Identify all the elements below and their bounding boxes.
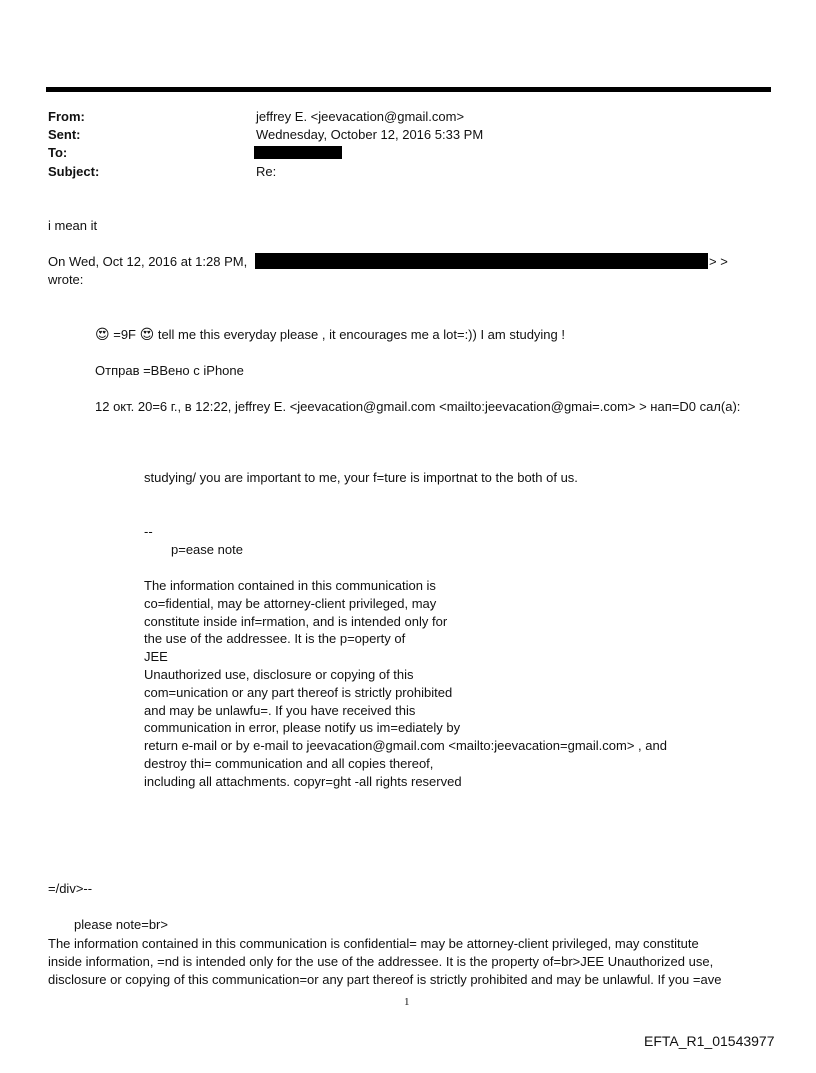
disclaimer-line: the use of the addressee. It is the p=operty of [144, 631, 406, 647]
disclaimer-line: communication in error, please notify us im=ediately by [144, 720, 461, 736]
disclaimer-line: co=fidential, may be attorney-client privileged, may [144, 595, 437, 611]
final-disclaimer-line: disclosure or copying of this communication=or any part thereof is strictly prohibited and may be unlawful. If you =ave [48, 971, 722, 987]
attribution-end: > > [709, 254, 728, 269]
sent-value: Wednesday, October 12, 2016 5:33 PM [256, 127, 484, 142]
quote2-note: p=ease note [171, 542, 243, 557]
final-disclaimer-line: inside information, =nd is intended only for the use of the addressee. It is the property of=br>JEE Unauthorized use, [48, 953, 714, 969]
page-number: 1 [404, 996, 410, 1008]
subject-label: Subject: [48, 164, 100, 179]
disclaimer-line: com=unication or any part thereof is strictly prohibited [144, 684, 453, 700]
subject-value: Re: [256, 164, 277, 179]
to-label: To: [48, 145, 68, 160]
quote2-disclaimer [144, 577, 667, 791]
header-rule [46, 87, 771, 92]
div-close-text: =/div>-- [48, 881, 93, 896]
attribution-wrote: wrote: [48, 272, 84, 287]
quote1-line1 [95, 327, 565, 343]
attribution-start: On Wed, Oct 12, 2016 at 1:28 PM, [48, 254, 248, 269]
reply-text: i mean it [48, 218, 98, 233]
smiling-face-heart-eyes-icon: 😍 [139, 327, 155, 343]
from-value: jeffrey E. <jeevacation@gmail.com> [256, 109, 465, 124]
final-disclaimer-line: The information contained in this communication is confidential= may be attorney-client privileged, may constitute [48, 936, 699, 951]
quote1-line3: 12 окт. 20=6 г., в 12:22, jeffrey E. <jeevacation@gmail.com <mailto:jeevacation@gmai=.com> > нап=D0 сал(а): [95, 399, 741, 414]
sent-label: Sent: [48, 127, 81, 142]
final-disclaimer [48, 935, 721, 988]
quote1-line2: Отправ =ВВено с iPhone [95, 363, 244, 378]
sender-redaction [255, 253, 708, 269]
disclaimer-line: destroy thi= communication and all copies thereof, [144, 755, 434, 771]
disclaimer-line: return e-mail or by e-mail to jeevacation@gmail.com <mailto:jeevacation=gmail.com> , and [144, 738, 667, 754]
disclaimer-line: Unauthorized use, disclosure or copying of this [144, 666, 414, 682]
quote2-dashes: -- [144, 524, 153, 539]
disclaimer-line: and may be unlawfu=. If you have received this [144, 702, 416, 718]
from-label: From: [48, 109, 85, 124]
disclaimer-line: JEE [144, 649, 168, 665]
document-id: EFTA_R1_01543977 [644, 1033, 775, 1049]
quote2-line1: studying/ you are important to me, your f=ture is importnat to the both of us. [144, 470, 578, 485]
to-redaction [254, 146, 342, 159]
quote1-line1-rest: tell me this everyday please , it encourages me a lot=:)) I am studying ! [154, 327, 565, 342]
disclaimer-line: constitute inside inf=rmation, and is intended only for [144, 613, 448, 629]
disclaimer-line: including all attachments. copyr=ght -all rights reserved [144, 773, 462, 789]
quote1-line1-mid: =9F [109, 327, 140, 342]
disclaimer-line: The information contained in this communication is [144, 578, 436, 593]
smiling-face-heart-eyes-icon: 😍 [95, 327, 110, 343]
please-note-text: please note=br> [74, 917, 168, 932]
